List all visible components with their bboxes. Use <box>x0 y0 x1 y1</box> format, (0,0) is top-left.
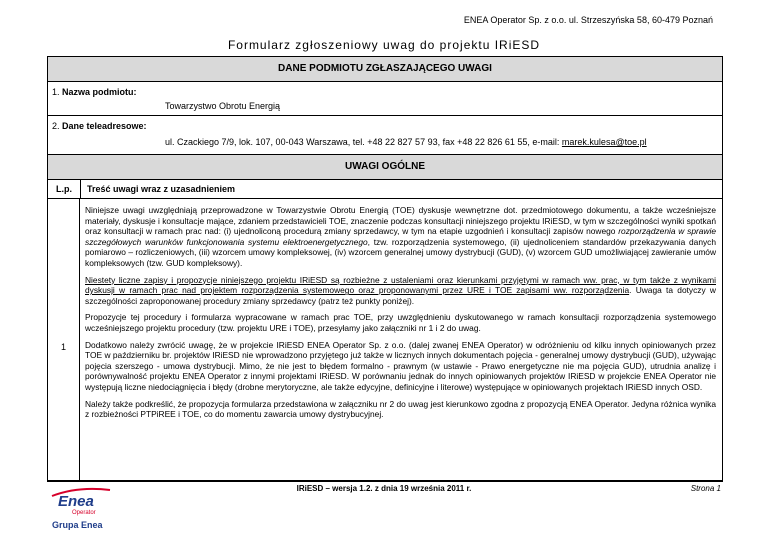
remark-paragraph-3: Propozycje tej procedury i formularza wypracowane w ramach prac TOE, przy uwzględnieniu dyskutowanego w ramach konsultacji rozporządzenia systemowego wcześniejszego projektu procedury (tzw. projektu URE i TOE), przesyłamy jako załączniki nr 1 i 2 do uwag. <box>85 312 716 333</box>
field-contact-data-label <box>52 121 147 131</box>
entity-name-value: Towarzystwo Obrotu Energią <box>165 101 281 111</box>
column-header-lp: L.p. <box>48 180 81 198</box>
email-link[interactable]: marek.kulesa@toe.pl <box>561 137 647 147</box>
field-contact-data <box>48 116 722 155</box>
remark-paragraph-4: Dodatkowo należy zwrócić uwagę, że w projekcie IRiESD ENEA Operator Sp. z o.o. (dalej zwanej ENEA Operator) w odróżnieniu od kilku innych opiniowanych przez TOE w październiku br. projektów IRiESD nie wprowadzono przyjętego już także w licznych innych dokumentach pojęcia - generalnej umowy dystrybucji (GUD), używając pojęcia szerszego - umowa dystrybucji. Mimo, że nie jest to błędem formalno - prawnym (w ustawie - Prawo energetyczne nie ma pojęcia GUD), utrudnia analizę i porównywalność projektu ENEA Operator z innymi projektami IRiESD. W porównaniu jednak do innych opiniowanych projektów IRiESD w projekcie ENEA Operator nie występują liczne niedociągnięcia i błędy (drobne merytoryczne, ale także edycyjne, definicyjne i literowe) występujące w opiniowanych projektach IRiESD innych OSD. <box>85 339 716 392</box>
logo-subword: Operator <box>72 510 96 516</box>
paragraph-italic-text: rozporządzenia w sprawie szczegółowych warunków funkcjonowania systemu elektroenergetycznego <box>85 226 716 247</box>
document-title: Formularz zgłoszeniowy uwag do projektu IRiESD <box>227 38 541 52</box>
column-header-content: Treść uwagi wraz z uzasadnieniem <box>87 184 236 194</box>
section-heading-submitter: DANE PODMIOTU ZGŁASZAJĄCEGO UWAGI <box>48 57 722 82</box>
form-table <box>47 56 723 482</box>
paragraph-text: . Uwaga ta dotyczy w szczególności zaproponowanej procedury zmiany sprzedawcy (patrz też punkty poniżej). <box>85 285 716 306</box>
remark-paragraph-5: Należy także podkreślić, że propozycja formularza przedstawiona w załączniku nr 2 do uwag jest kierunkowo zgodna z propozycją ENEA Operator. Jedyna różnica wynika z rozbieżności PTPiREE i TOE, co do momentu zawarcia umowy dystrybucyjnej. <box>85 398 716 420</box>
row-number: 1 <box>48 199 80 481</box>
paragraph-underlined-text: Niestety liczne zapisy i propozycje niniejszego projektu IRiESD są rozbieżne z ustaleniami oraz kierunkami przyjętymi w ramach ww. prac, w tym także z wynikami dyskusji w ramach prac nad projektem rozporządzenia systemowego oraz proponowanymi przez URE i TOE zapisami ww. rozporządzenia <box>85 274 716 296</box>
paragraph-text: , tzw. rozporządzenia systemowego, (ii) ujednoliceniem standardów przekazywania danych pomiarowo – rozliczeniowych, (iii) wzorcem umowy kompleksowej, (iv) wzorcem generalnej umowy dystrybucji (GUD), (v) wzorcem GUD umożliwiającej zawieranie umów kompleksowych (tzw. GUD kompleksowy). <box>85 236 717 268</box>
footer-page-number: Strona 1 <box>690 484 721 493</box>
field-label: Dane teleadresowe: <box>62 121 147 131</box>
remark-content <box>80 199 722 481</box>
remark-paragraph-2 <box>85 275 716 307</box>
field-label: Nazwa podmiotu: <box>62 87 137 97</box>
table-header-row <box>48 180 722 199</box>
table-row <box>48 199 722 481</box>
logo-group: Grupa Enea <box>52 520 103 530</box>
logo-word: Enea <box>58 493 94 510</box>
footer-divider <box>47 480 723 481</box>
footer-version: IRiESD – wersja 1.2. z dnia 19 września 2011 r. <box>296 484 472 493</box>
field-entity-name-label <box>52 87 137 97</box>
field-number: 1. <box>52 87 63 97</box>
contact-address: ul. Czackiego 7/9, lok. 107, 00-043 Warszawa, tel. +48 22 827 57 93, fax +48 22 826 61 55, e-mail: <box>165 137 562 147</box>
field-number: 2. <box>52 121 63 131</box>
company-address: ENEA Operator Sp. z o.o. ul. Strzeszyńska 58, 60-479 Poznań <box>463 15 713 25</box>
field-entity-name <box>48 82 722 116</box>
paragraph-text: Niniejsze uwagi uwzględniają przeprowadzone w Towarzystwie Obrotu Energią (TOE) dyskusje wewnętrzne dot. przedmiotowego dokumentu, a także wcześniejsze materiały, dyskusje i konsultacje mające, zdaniem przedstawicieli TOE, znaczenie podczas konsultacji niniejszego projektu IRiESD, w tym w szczególności wyniki spotkań oraz konsultacji w ramach prac nad: (i) ujednoliconą procedurą zmiany sprzedawcy, w tym na etapie uzgodnień i konsultacji zapisów nowego <box>85 205 716 237</box>
section-heading-general-remarks: UWAGI OGÓLNE <box>48 155 722 180</box>
contact-data-value <box>165 137 647 147</box>
remark-paragraph-1 <box>85 205 716 269</box>
